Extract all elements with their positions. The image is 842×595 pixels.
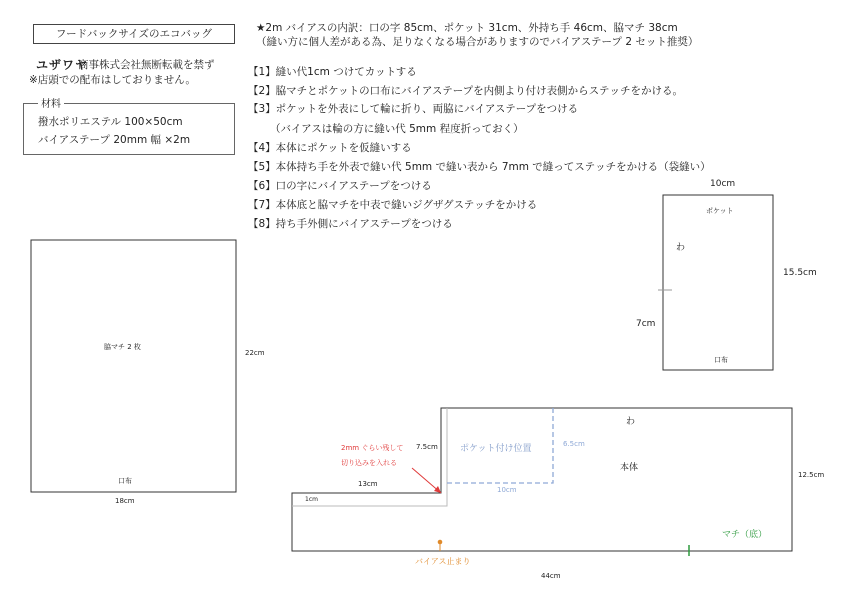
bias-breakdown-line: ★2m バイアスの内訳：口の字 85cm、ポケット 31cm、外持ち手 46cm、脇マチ 38cm [256,22,678,34]
step-2: 【2】脇マチとポケットの口布にバイアステープを内側より付け表側からステッチをかける。 [248,85,683,97]
body-height: 12.5cm [798,471,825,479]
pocket-fold-height: 7cm [636,319,656,329]
step-5: 【5】本体持ち手を外表で縫い代 5mm で縫い表から 7mm で縫ってステッチをかける（袋縫い） [248,161,711,173]
pocket-position-label: ポケット付け位置 [460,444,532,454]
step-3-note: （バイアスは輪の方に縫い代 5mm 程度折っておく） [270,123,524,135]
title-box: フードバックサイズのエコバッグ [33,24,235,44]
body-label: 本体 [620,463,639,473]
materials-label: 材料 [38,95,64,110]
distribution-note: ※店頭での配布はしておりません。 [29,74,196,86]
step-3: 【3】ポケットを外表にして輪に折り、両脇にバイアステープをつける [248,103,579,115]
side-gusset-width: 18cm [115,497,135,505]
pocket-opening-label: 口布 [714,356,728,364]
cut-note-line2: 切り込みを入れる [341,459,397,467]
bias-stop-label: バイアス止まり [415,557,471,566]
seam-allowance-line [292,408,447,506]
side-gusset-label: 脇マチ 2 枚 [104,343,141,351]
brand-logo: ユザワヤ [36,58,89,72]
side-gusset-opening-label: 口布 [118,477,132,485]
handle-width: 13cm [358,480,378,488]
cut-note-arrowhead [434,486,441,493]
body-fold-label: わ [626,417,636,427]
bias-breakdown-note: （縫い方に個人差がある為、足りなくなる場合がありますのでバイアステープ 2 セット推奨） [256,36,699,48]
pocket-piece [663,195,773,370]
side-gusset-piece [31,240,236,492]
pocket-width-on-body: 10cm [497,486,517,494]
side-gusset-height: 22cm [245,349,265,357]
bias-stop-dot [438,540,443,545]
gusset-label: マチ（底） [722,530,768,540]
step-1: 【1】縫い代1cm つけてカットする [248,66,417,78]
body-width: 44cm [541,572,561,580]
cut-note-line1: 2mm ぐらい残して [341,444,404,452]
material-item: バイアステープ 20mm 幅 ×2m [38,134,191,146]
pocket-width: 10cm [710,179,736,189]
handle-height: 7.5cm [416,443,438,451]
copyright-note: 商事株式会社無断転載を禁ず [78,59,215,71]
material-item: 撥水ポリエステル 100×50cm [38,116,183,128]
pocket-offset: 6.5cm [563,440,585,448]
pocket-label: ポケット [706,207,734,215]
pocket-fold-label: わ [676,243,686,253]
step-7: 【7】本体底と脇マチを中表で縫いジグザグステッチをかける [248,199,538,211]
step-4: 【4】本体にポケットを仮縫いする [248,142,412,154]
step-6: 【6】口の字にバイアステープをつける [248,180,432,192]
step-8: 【8】持ち手外側にバイアステープをつける [248,218,453,230]
pocket-height: 15.5cm [783,268,817,278]
seam-allowance-label: 1cm [305,496,318,503]
